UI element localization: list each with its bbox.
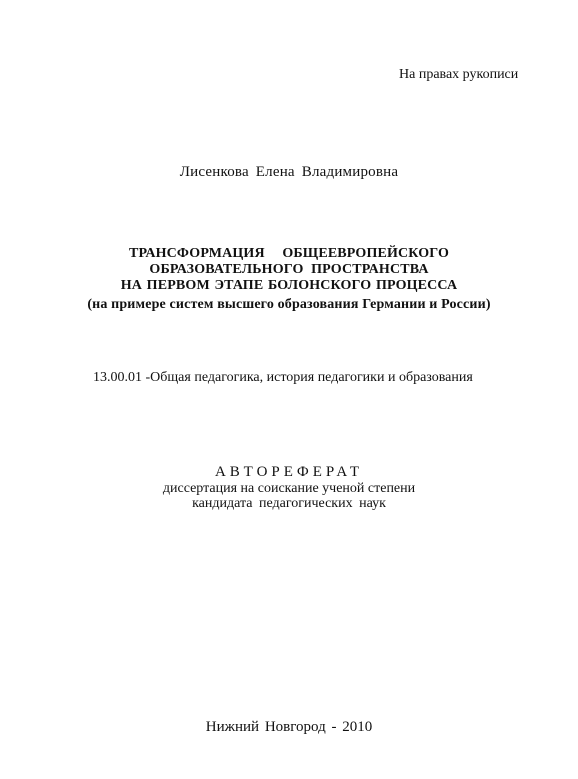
author-name: Лисенкова Елена Владимировна: [179, 164, 399, 180]
subtitle-line-2: кандидата педагогических наук: [192, 496, 386, 511]
rights-note: На правах рукописи: [399, 67, 519, 82]
title-line-4: (на примере систем высшего образования Германии и России): [87, 297, 491, 312]
city-year: Нижний Новгород - 2010: [205, 719, 373, 735]
document-type-heading: АВТОРЕФЕРАТ: [214, 464, 364, 480]
title-line-2: ОБРАЗОВАТЕЛЬНОГО ПРОСТРАНСТВА: [149, 262, 429, 277]
specialty-code: 13.00.01 -Общая педагогика, история педагогики и образования: [93, 370, 473, 385]
title-line-1: ТРАНСФОРМАЦИЯ ОБЩЕЕВРОПЕЙСКОГО: [128, 246, 450, 261]
title-line-3: НА ПЕРВОМ ЭТАПЕ БОЛОНСКОГО ПРОЦЕССА: [120, 278, 458, 293]
subtitle-line-1: диссертация на соискание ученой степени: [162, 481, 416, 496]
